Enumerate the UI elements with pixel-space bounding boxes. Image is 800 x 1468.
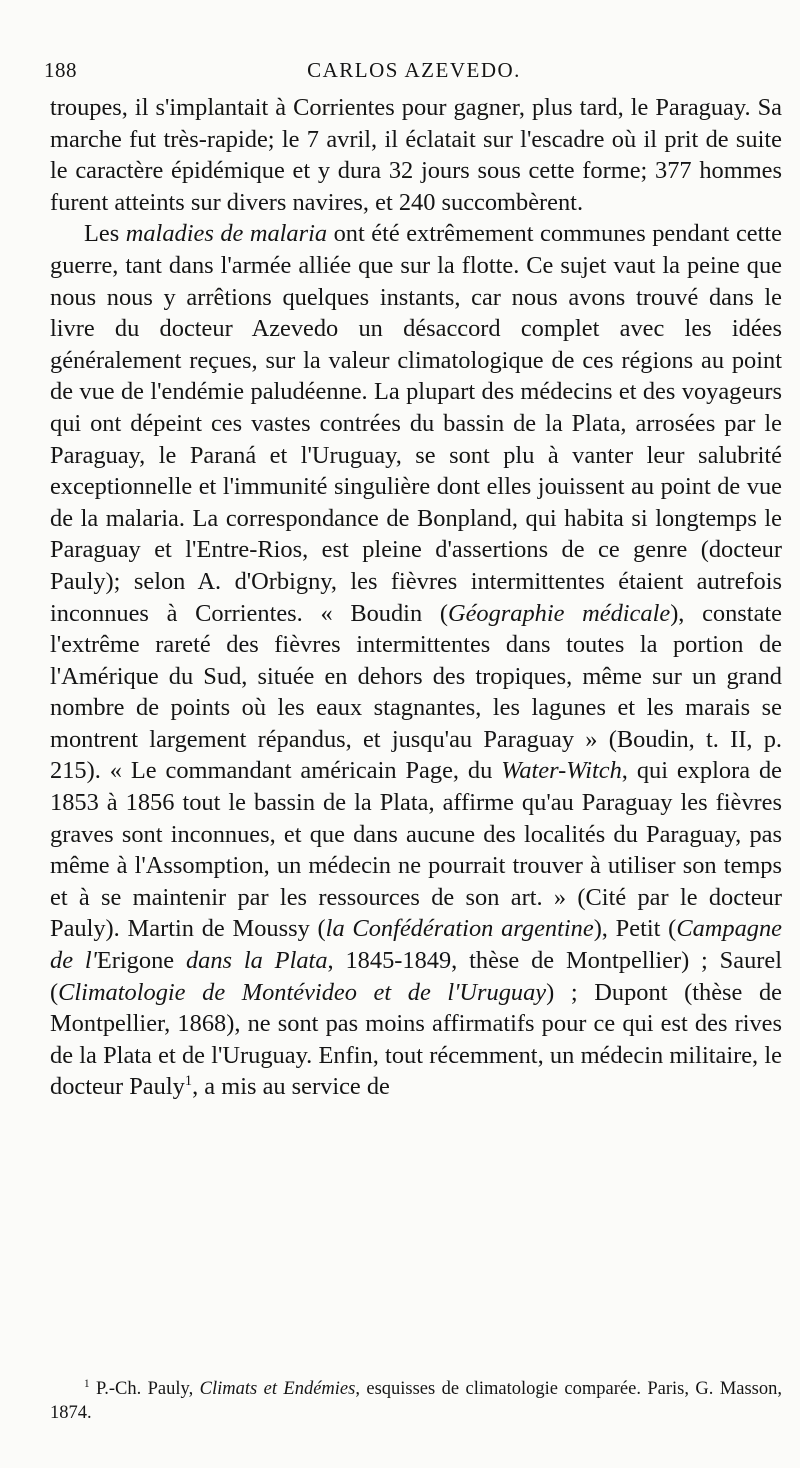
footnote-mark: 1 <box>84 1377 90 1390</box>
footnote-text-2: , esquisses de climatologie comparée. Paris, G. Masson, 1874. <box>50 1379 782 1423</box>
p2-italic-7: Climatologie de Montévideo et de l'Uruguay <box>58 978 547 1006</box>
page-header <box>44 58 784 92</box>
p2-italic-6: dans la Plata <box>185 947 328 975</box>
p2-text-9: , a mis au service de <box>192 1073 390 1101</box>
p2-text-6: Erigone <box>96 947 186 975</box>
footnote-ref[interactable]: 1 <box>184 1073 193 1090</box>
p2-text-3: ), constate l'extrême rareté des fièvres intermittentes dans toutes la portion de l'Amérique du Sud, située en dehors des tropiques, même sur un grand nombre de points où les eaux stagnantes, les lagunes et les marais se montrent largement répandus, et jusqu'au Paraguay » (Boudin, t. II, p. 215). « Le commandant américain Page, du <box>50 599 782 785</box>
p2-italic-4: la Confédération argentine <box>325 915 594 943</box>
p2-text-8: ) ; Dupont (thèse de Montpellier, 1868), ne sont pas moins affirmatifs pour ce qui est des rives de la Plata et de l'Uruguay. Enfin, tout récemment, un médecin militaire, le docteur Pauly <box>50 978 782 1101</box>
paragraph-1-text: troupes, il s'implantait à Corrientes pour gagner, plus tard, le Paraguay. Sa marche fut très-rapide; le 7 avril, il éclatait sur l'escadre où il prit de suite le caractère épidémique et y dura 32 jours sous cette forme; 377 hommes furent atteints sur divers navires, et 240 succombèrent. <box>50 94 782 216</box>
p2-text-2: ont été extrêmement communes pendant cette guerre, tant dans l'armée alliée que sur la flotte. Ce sujet vaut la peine que nous nous y arrêtions quelques instants, car nous avons trouvé dans le livre du docteur Azevedo un désaccord complet avec les idées généralement reçues, sur la valeur climatologique de ces régions au point de vue de l'endémie paludéenne. La plupart des médecins et des voyageurs qui ont dépeint ces vastes contrées du bassin de la Plata, arrosées par le Paraguay, le Paraná et l'Uruguay, se sont plu à vanter leur salubrité exceptionnelle et l'immunité singulière dont elles jouissent au point de vue de la malaria. La correspondance de Bonpland, qui habita si longtemps le Paraguay et l'Entre-Rios, est pleine d'assertions de ce genre (docteur Pauly); selon A. d'Orbigny, les fièvres intermittentes étaient autrefois inconnues à Corrientes. « Boudin ( <box>50 220 782 627</box>
footnote-text-1: P.-Ch. Pauly, <box>89 1379 200 1399</box>
body-text <box>50 92 782 1103</box>
p2-italic-5: Campagne de l' <box>50 915 782 975</box>
running-head: CARLOS AZEVEDO. <box>307 58 521 82</box>
paragraph-1 <box>50 92 782 218</box>
p2-italic-1: maladies de malaria <box>125 220 328 248</box>
p2-text-1: Les <box>84 220 126 248</box>
p2-text-5: ), Petit ( <box>593 915 677 943</box>
p2-text-7: , 1845-1849, thèse de Montpellier) ; Saurel ( <box>50 947 782 1006</box>
footnote-italic: Climats et Endémies <box>199 1379 356 1399</box>
p2-italic-2: Géographie médicale <box>447 599 671 627</box>
paragraph-2 <box>50 218 782 1103</box>
p2-text-4: , qui explora de 1853 à 1856 tout le bassin de la Plata, affirme qu'au Paraguay les fièvres graves sont inconnues, et que dans aucune des localités du Paraguay, pas même à l'Assomption, un médecin ne pourrait trouver à utiliser son temps et à se maintenir par les ressources de son art. » (Cité par le docteur Pauly). Martin de Moussy ( <box>50 757 783 943</box>
page-number: 188 <box>44 58 77 82</box>
footnote <box>50 1377 782 1425</box>
p2-italic-3: Water-Witch <box>501 757 622 785</box>
